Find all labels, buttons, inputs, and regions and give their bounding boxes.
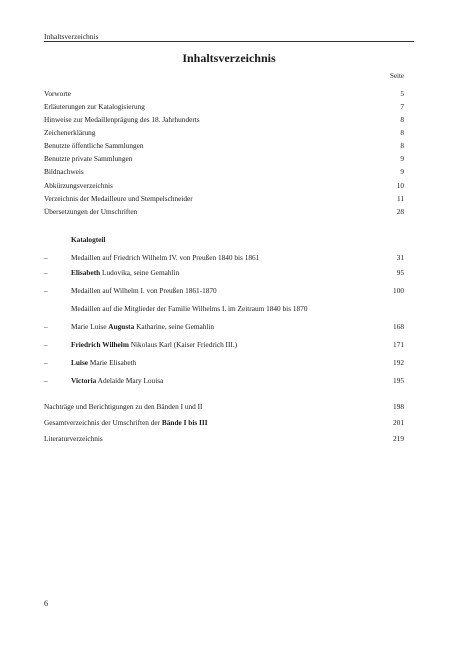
toc-entry-page: 8 <box>400 141 404 150</box>
entry-bold-name: Elisabeth <box>71 268 101 277</box>
entry-dash: – <box>44 322 48 331</box>
toc-entry-title: Vorworte <box>44 89 72 98</box>
toc-entry-page: 8 <box>400 128 404 137</box>
toc-entry-title: Bildnachweis <box>44 167 84 176</box>
toc-entry <box>44 154 404 164</box>
toc-entry <box>44 102 404 112</box>
toc-entry <box>44 402 404 412</box>
toc-entry-page: 7 <box>400 102 404 111</box>
entry-text: Nikolaus Karl (Kaiser Friedrich III.) <box>128 340 238 349</box>
catalog-entry <box>44 358 404 368</box>
toc-entry <box>44 167 404 177</box>
toc-entry-page: 219 <box>393 434 404 443</box>
entry-text: Medaillen auf Friedrich Wilhelm IV. von Preußen 1840 bis 1861 <box>71 253 260 262</box>
entry-text: Ludovika, seine Gemahlin <box>100 268 180 277</box>
toc-entry-title: Literaturverzeichnis <box>44 434 103 443</box>
toc-entry <box>44 89 404 99</box>
entry-text-prefix: Marie Luise <box>71 322 109 331</box>
catalog-entry-title <box>71 376 163 386</box>
toc-entry-title: Benutzte öffentliche Sammlungen <box>44 141 144 150</box>
entry-text: Adelaide Mary Louisa <box>96 376 164 385</box>
catalog-entry <box>44 340 404 350</box>
entry-text: Gesamtverzeichnis der Umschriften der <box>44 418 162 427</box>
entry-bold-name: Augusta <box>108 322 135 331</box>
page-column-header: Seite <box>390 72 404 80</box>
catalog-section-label: Katalogteil <box>71 235 106 244</box>
entry-dash: – <box>44 286 48 295</box>
toc-entry-page: 171 <box>393 340 404 349</box>
toc-entry <box>44 207 404 217</box>
entry-text: Katharine, seine Gemahlin <box>134 322 215 331</box>
toc-entry-page: 201 <box>393 418 404 427</box>
entry-dash: – <box>44 340 48 349</box>
toc-entry <box>44 434 404 444</box>
toc-entry-page: 10 <box>396 181 404 190</box>
running-head: Inhaltsverzeichnis <box>44 32 99 41</box>
entry-bold-name: Victoria <box>71 376 97 385</box>
toc-entry-page: 11 <box>396 194 404 203</box>
toc-entry-title: Abkürzungsverzeichnis <box>44 181 113 190</box>
catalog-entry-title <box>71 268 179 278</box>
catalog-subheading <box>44 304 404 314</box>
toc-entry-page: 100 <box>393 286 404 295</box>
entry-bold-name: Bände I bis III <box>161 418 208 427</box>
toc-entry-page: 9 <box>400 167 404 176</box>
toc-entry-title: Zeichenerklärung <box>44 128 96 137</box>
toc-entry-page: 9 <box>400 154 404 163</box>
toc-entry-page: 95 <box>396 268 404 277</box>
toc-entry <box>44 194 404 204</box>
catalog-entry-title <box>71 322 214 332</box>
entry-text: Marie Elisabeth <box>88 358 137 367</box>
toc-entry-page: 198 <box>393 402 404 411</box>
toc-entry <box>44 115 404 125</box>
page-title: Inhaltsverzeichnis <box>182 51 276 65</box>
toc-entry-page: 31 <box>396 253 404 262</box>
toc-entry-page: 28 <box>396 207 404 216</box>
page-number: 6 <box>44 599 48 608</box>
catalog-entry-title <box>71 358 136 368</box>
toc-entry-title: Verzeichnis der Medailleure und Stempelschneider <box>44 194 193 203</box>
toc-entry-title: Nachträge und Berichtigungen zu den Bänden I und II <box>44 402 203 411</box>
catalog-entry <box>44 253 404 263</box>
catalog-entry-title <box>71 253 259 263</box>
entry-dash: – <box>44 268 48 277</box>
catalog-entry <box>44 322 404 332</box>
toc-entry-title <box>44 418 208 428</box>
toc-entry <box>44 181 404 191</box>
catalog-entry <box>44 268 404 278</box>
entry-text: Medaillen auf die Mitglieder der Familie Wilhelms I. im Zeitraum 1840 bis 1870 <box>71 304 308 313</box>
catalog-entry <box>44 376 404 386</box>
entry-text: Medaillen auf Wilhelm I. von Preußen 1861-1870 <box>71 286 217 295</box>
catalog-entry-title <box>71 286 217 296</box>
toc-entry <box>44 128 404 138</box>
toc-entry-title: Benutzte private Sammlungen <box>44 154 133 163</box>
toc-entry-page: 5 <box>400 89 404 98</box>
entry-bold-name: Friedrich Wilhelm <box>71 340 129 349</box>
entry-dash: – <box>44 376 48 385</box>
toc-entry-page: 192 <box>393 358 404 367</box>
toc-entry-page: 8 <box>400 115 404 124</box>
toc-entry <box>44 141 404 151</box>
toc-entry-page: 195 <box>393 376 404 385</box>
header-rule <box>44 41 414 42</box>
entry-dash: – <box>44 253 48 262</box>
catalog-entry-title <box>71 340 237 350</box>
toc-entry <box>44 418 404 428</box>
entry-bold-name: Luise <box>71 358 89 367</box>
toc-entry-page: 168 <box>393 322 404 331</box>
catalog-entry-title <box>71 304 307 314</box>
toc-entry-title: Hinweise zur Medaillenprägung des 18. Jahrhunderts <box>44 115 200 124</box>
catalog-entry <box>44 286 404 296</box>
toc-entry-title: Erläuterungen zur Katalogisierung <box>44 102 145 111</box>
entry-dash: – <box>44 358 48 367</box>
toc-entry-title: Übersetzungen der Umschriften <box>44 207 138 216</box>
